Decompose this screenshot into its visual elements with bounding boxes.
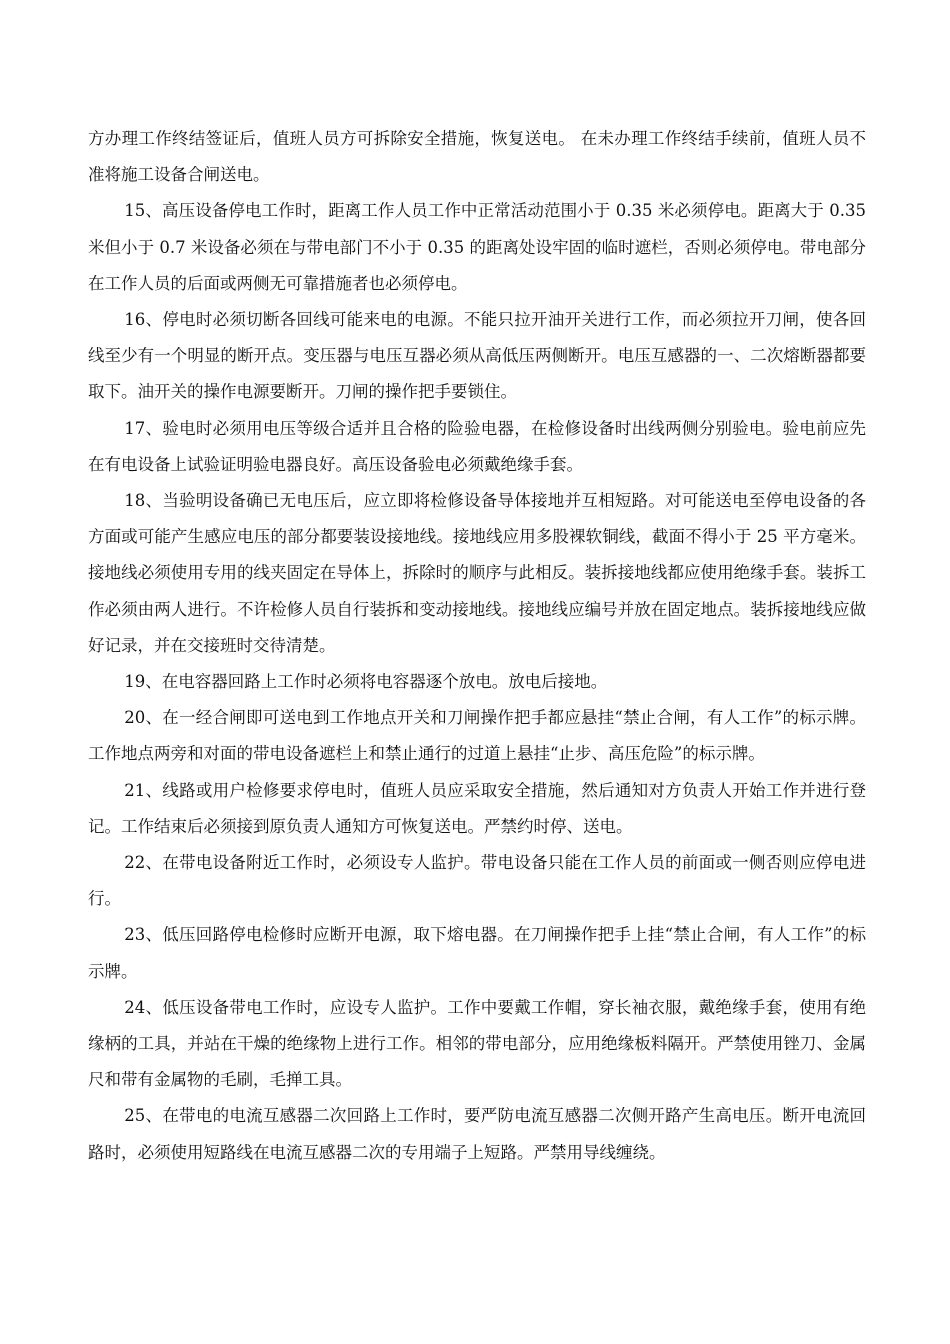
paragraph-item-16: 16、停电时必须切断各回线可能来电的电源。不能只拉开油开关进行工作，而必须拉开刀闸，使各回线至少有一个明显的断开点。变压器与电压互器必须从高低压两侧断开。电压互感器的一、二次熔断器都要取下。油开关的操作电源要断开。刀闸的操作把手要锁住。	[88, 310, 866, 402]
paragraph-item-25: 25、在带电的电流互感器二次回路上工作时，要严防电流互感器二次侧开路产生高电压。断开电流回路时，必须使用短路线在电流互感器二次的专用端子上短路。严禁用导线缠绕。	[88, 1106, 866, 1162]
paragraph-item-15: 15、高压设备停电工作时，距离工作人员工作中正常活动范围小于 0.35 米必须停电。距离大于 0.35 米但小于 0.7 米设备必须在与带电部门不小于 0.35 的距离处设牢固的临时遮栏，否则必须停电。带电部分在工作人员的后面或两侧无可靠措施者也必须停电。	[88, 201, 866, 293]
paragraph-item-20: 20、在一经合闸即可送电到工作地点开关和刀闸操作把手都应悬挂“禁止合闸，有人工作”的标示牌。工作地点两旁和对面的带电设备遮栏上和禁止通行的过道上悬挂“止步、高压危险”的标示牌。	[88, 708, 866, 764]
paragraph-item-24: 24、低压设备带电工作时，应设专人监护。工作中要戴工作帽，穿长袖衣服，戴绝缘手套，使用有绝缘柄的工具，并站在干燥的绝缘物上进行工作。相邻的带电部分，应用绝缘板料隔开。严禁使用锉刀、金属尺和带有金属物的毛刷，毛掸工具。	[88, 997, 866, 1090]
paragraph-item-23: 23、低压回路停电检修时应断开电源，取下熔电器。在刀闸操作把手上挂“禁止合闸，有人工作”的标示牌。	[88, 925, 866, 981]
paragraph-item-17: 17、验电时必须用电压等级合适并且合格的险验电器，在检修设备时出线两侧分别验电。验电前应先在有电设备上试验证明验电器良好。高压设备验电必须戴绝缘手套。	[88, 418, 866, 474]
paragraph-item-22: 22、在带电设备附近工作时，必须设专人监护。带电设备只能在工作人员的前面或一侧否则应停电进行。	[88, 853, 866, 909]
paragraph-item-21: 21、线路或用户检修要求停电时，值班人员应采取安全措施，然后通知对方负责人开始工作并进行登记。工作结束后必须接到原负责人通知方可恢复送电。严禁约时停、送电。	[88, 780, 866, 836]
paragraph-item-18: 18、当验明设备确已无电压后，应立即将检修设备导体接地并互相短路。对可能送电至停电设备的各方面或可能产生感应电压的部分都要装设接地线。接地线应用多股裸软铜线，截面不得小于 25 平方毫米。接地线必须使用专用的线夹固定在导体上，拆除时的顺序与此相反。装拆接地线都应使用绝缘手套。装拆工作必须由两人进行。不许检修人员自行装拆和变动接地线。接地线应编号并放在固定地点。装拆接地线应做好记录，并在交接班时交待清楚。	[88, 491, 866, 655]
document-body	[88, 121, 866, 1171]
paragraph-item-19: 19、在电容器回路上工作时必须将电容器逐个放电。放电后接地。	[124, 672, 608, 692]
paragraph-continued: 方办理工作终结签证后，值班人员方可拆除安全措施，恢复送电。 在未办理工作终结手续前，值班人员不准将施工设备合闸送电。	[88, 129, 866, 185]
